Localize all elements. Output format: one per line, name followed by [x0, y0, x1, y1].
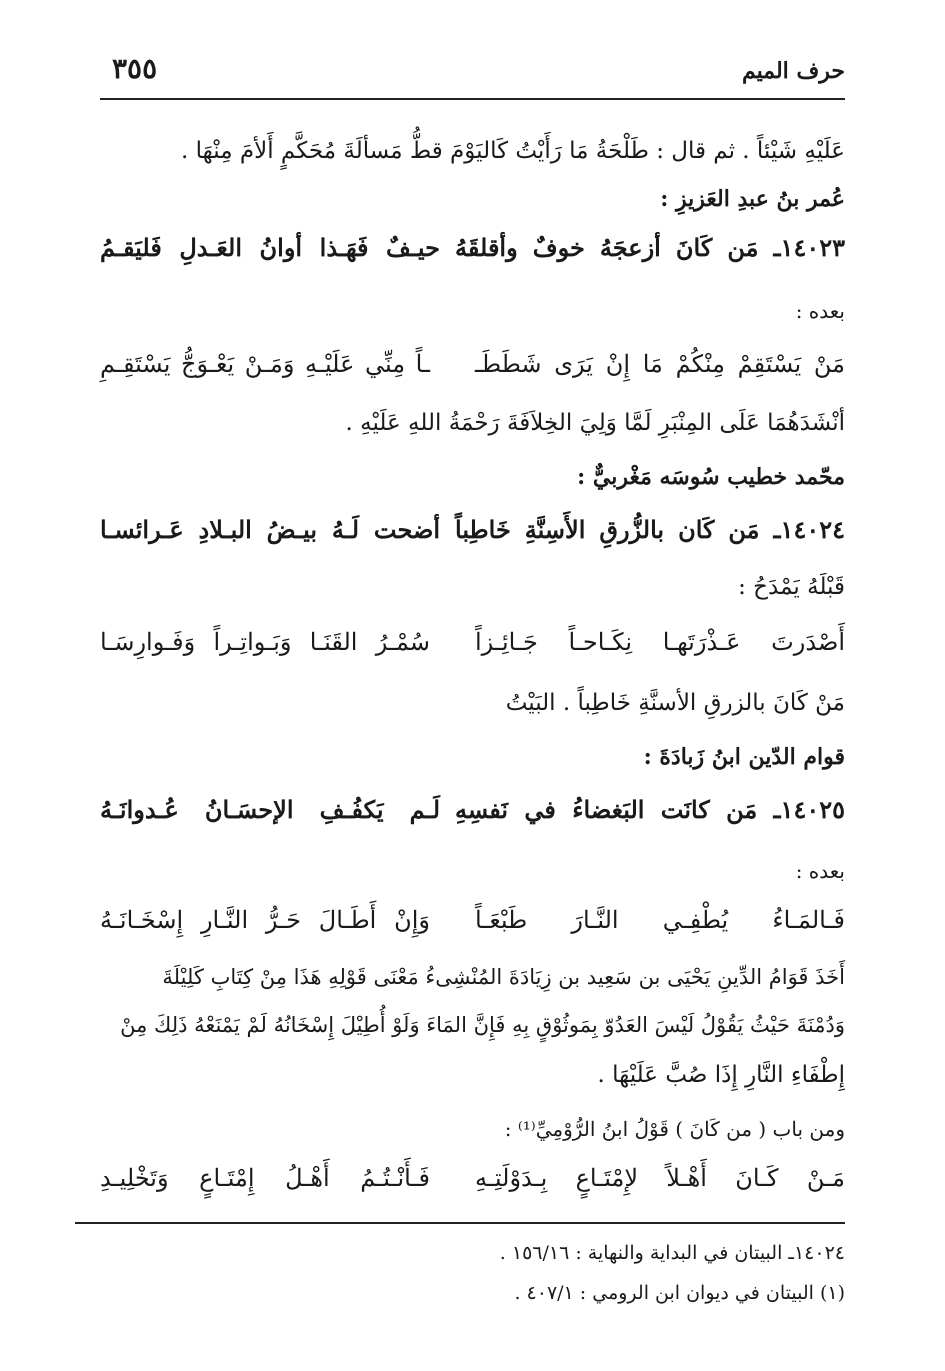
verse: [100, 344, 845, 386]
footnote: (١) البيتان في ديوان ابن الرومي : ٤٠٧/١ .: [514, 1282, 845, 1304]
verse-second-hemistich: لَـم يَكفُـفِ الإحسَـانُ عُـدوانَـهُ: [100, 795, 440, 824]
verse-second-hemistich: فَـأَنْـتُـمُ أَهْـلُ إِمْتَـاعٍ وَتَخْلِيـدِ: [100, 1164, 430, 1192]
poet-name: عُمر بنُ عبدِ العَزيزِ :: [660, 186, 845, 212]
verse: [100, 622, 845, 664]
verse-14024: [100, 510, 845, 552]
text-line: أَخَذَ قَوَامُ الدِّينِ يَحْيَى بن سَعِيد بن زِيَادَةَ المُنْشِىءُ مَعْنَى قَوْلِهِ هَذَا مِنْ كِتَابِ كَلِيْلَةَ: [162, 965, 845, 989]
verse-14025: [100, 790, 845, 832]
text-line: بعده :: [795, 299, 845, 323]
verse-first-hemistich: فَـالمَـاءُ يُطْفِـي النَّـارَ طَبْعَـاً: [475, 906, 845, 934]
verse-second-hemistich: وَإِنْ أَطَـالَ حَـرُّ النَّـارِ إِسْخَـانَـهُ: [100, 906, 430, 934]
page-header: [100, 52, 845, 98]
verse-first-hemistich: أَصْدَرتَ عَـذْرَتَهـا نِكَـاحـاً جَـائِـزاً: [475, 628, 845, 656]
verse-first-hemistich: مَـنْ كَـانَ أَهْـلاً لإِمْتَـاعٍ بِـدَوْلَتِـهِ: [475, 1164, 845, 1192]
chapter-header-title: حرف الميم: [741, 58, 845, 84]
poet-name: محّمد خطيب سُوسَه مَغْربيٌّ :: [577, 464, 845, 490]
verse-first-hemistich: ١٤٠٢٣ـ مَن كَانَ أزعجَهُ خوفٌ وأقلقَهُ: [455, 233, 845, 262]
poet-name: قوام الدّين ابنُ زَبادَةَ :: [643, 744, 845, 770]
verse-first-hemistich: مَنْ يَسْتَقِمْ مِنْكُمْ مَا إِنْ يَرَى شَطَطَـ: [475, 350, 845, 378]
text-line: عَلَيْهِ شَيْئاً . ثم قال : طَلْحَةُ مَا رَأَيْتُ كَاليَوْمَ قطُّ مَسألَةَ مُحَكَّمٍ أَلأمَ مِنْهَا .: [181, 138, 845, 164]
verse-second-hemistich: ـاً مِنِّي عَلَيْـهِ وَمَـنْ يَعْـوَجُّ يَسْتَقِـمِ: [100, 350, 430, 378]
verse-second-hemistich: أضحت لَـهُ بيـضُ البـلادِ عَـرائسـا: [100, 515, 440, 544]
text-line: وَدُمْنَةَ حَيْثُ يَقُوْلُ لَيْسَ العَدُوّ بِمَوثُوْقٍ بِهِ فَإِنَّ المَاءَ وَلَوْ أُطِيْلَ إِسْخَانُهُ لَمْ يَمْنَعْهُ ذَلِكَ مِنْ: [120, 1013, 845, 1037]
verse-second-hemistich: حيـفٌ فَهَـذا أوانُ العَـدلِ فَليَقـمُ: [100, 233, 440, 262]
text-line: قَبْلَهُ يَمْدَحُ :: [738, 574, 845, 600]
text-line: ومن باب ( من كَانَ ) قَوْلُ ابنُ الرُّوْمِيِّ⁽¹⁾ :: [504, 1117, 845, 1141]
page-number: ٣٥٥: [112, 52, 158, 85]
header-divider: [100, 98, 845, 100]
text-line: بعده :: [795, 859, 845, 883]
verse: [100, 900, 845, 942]
footnote: ١٤٠٢٤ـ البيتان في البداية والنهاية : ١٥٦/١٦ .: [499, 1242, 845, 1264]
verse-first-hemistich: ١٤٠٢٤ـ مَن كَان بالزُّرقِ الأَسِنَّةِ خَاطِباً: [455, 515, 845, 544]
text-line: إِطْفَاءِ النَّارِ إِذَا صُبَّ عَلَيْهَا .: [597, 1062, 845, 1088]
verse: [100, 1158, 845, 1200]
text-line: مَنْ كَانَ بالزرقِ الأسنَّةِ خَاطِباً . البَيْتُ: [505, 690, 845, 716]
footnote-divider: [75, 1222, 845, 1224]
text-line: أنْشَدَهُمَا عَلَى المِنْبَرِ لَمَّا وَلِيَ الخِلاَفَةَ رَحْمَةُ اللهِ عَلَيْهِ .: [345, 410, 845, 436]
verse-first-hemistich: ١٤٠٢٥ـ مَن كانَت البَغضاءُ في نَفسِهِ: [455, 795, 845, 824]
verse-14023: [100, 228, 845, 270]
verse-second-hemistich: سُمْـرُ القَنَـا وَبَـواتِـراً وَفَـوارِسَـا: [100, 628, 430, 656]
